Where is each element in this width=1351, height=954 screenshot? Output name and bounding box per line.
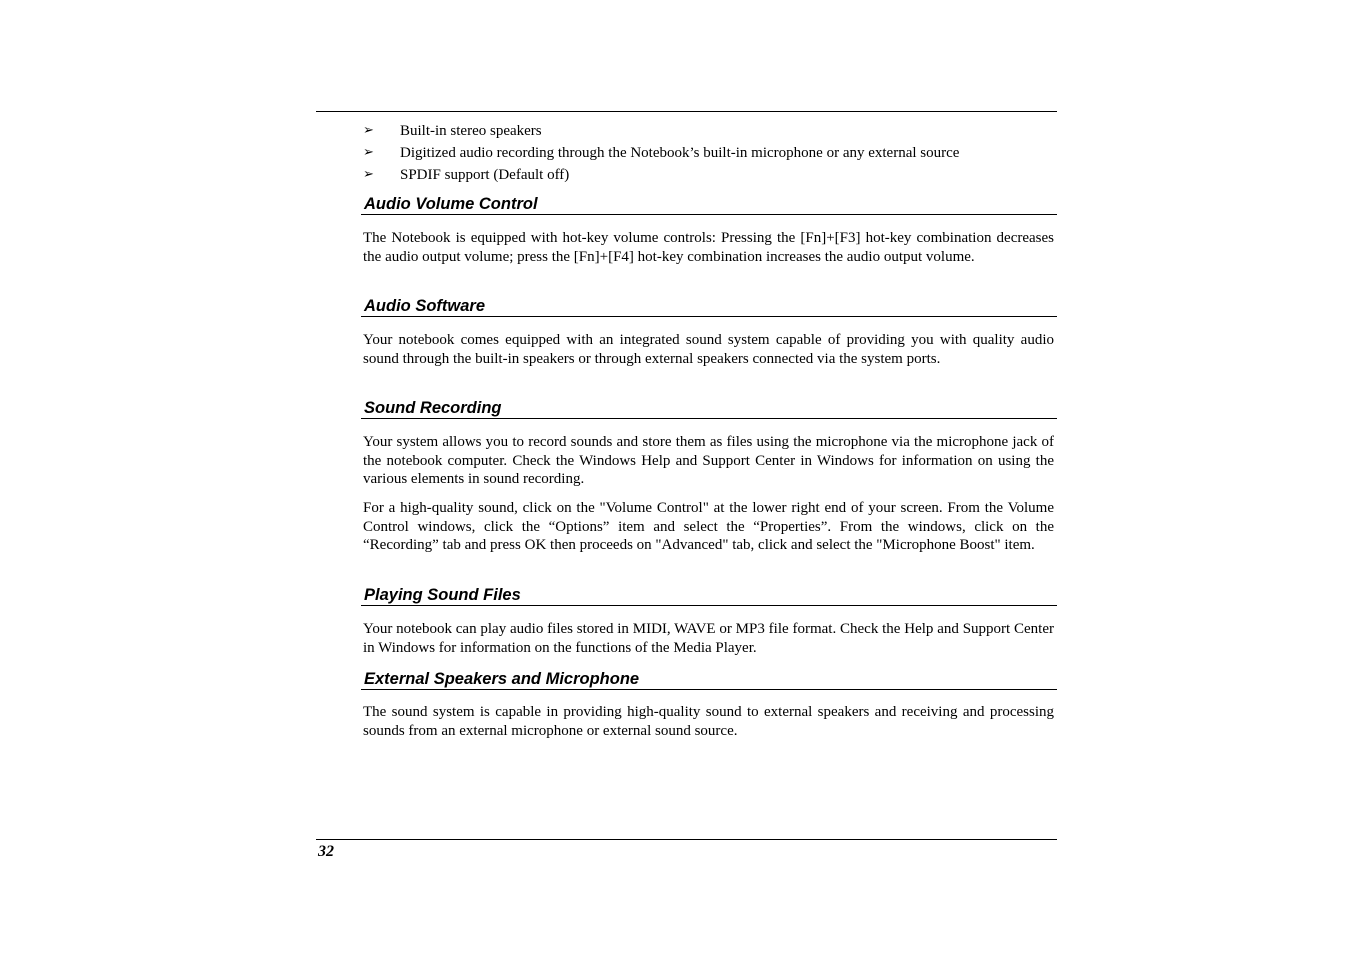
paragraph-audio-software: Your notebook comes equipped with an integrated sound system capable of providing you with quality audio sound through the built-in speakers or through external speakers connected via the system ports. [363,332,1054,367]
bullet-item [363,121,1057,143]
section-heading-external-speakers: External Speakers and Microphone [361,668,1057,690]
section-heading-audio-volume-control: Audio Volume Control [361,193,1057,215]
feature-bullet-list [363,121,1057,187]
bullet-text: Digitized audio recording through the Notebook’s built-in microphone or any external source [400,145,960,161]
section-heading-sound-recording: Sound Recording [361,397,1057,419]
bullet-text: SPDIF support (Default off) [400,167,570,183]
arrow-bullet-icon: ➢ [363,123,374,138]
bullet-item [363,165,1057,187]
section-heading-playing-sound-files: Playing Sound Files [361,584,1057,606]
bullet-item [363,143,1057,165]
paragraph-playing-sound-files: Your notebook can play audio files stored in MIDI, WAVE or MP3 file format. Check the Help and Support Center in Windows for information on the functions of the Media Player. [363,621,1054,656]
footer-rule [316,839,1057,840]
header-rule [316,111,1057,112]
arrow-bullet-icon: ➢ [363,145,374,160]
paragraph-external-speakers: The sound system is capable in providing high-quality sound to external speakers and receiving and processing sounds from an external microphone or external sound source. [363,704,1054,739]
arrow-bullet-icon: ➢ [363,167,374,182]
paragraph-sound-recording-2: For a high-quality sound, click on the "Volume Control" at the lower right end of your screen. From the Volume Control windows, click the “Options” item and select the “Properties”. From the windows, click on the “Recording” tab and press OK then proceeds on "Advanced" tab, click and select the "Microphone Boost" item. [363,500,1054,554]
bullet-text: Built-in stereo speakers [400,123,542,139]
paragraph-audio-volume-control: The Notebook is equipped with hot-key volume controls: Pressing the [Fn]+[F3] hot-key combination decreases the audio output volume; press the [Fn]+[F4] hot-key combination increases the audio output volume. [363,230,1054,265]
paragraph-sound-recording-1: Your system allows you to record sounds and store them as files using the microphone via the microphone jack of the notebook computer. Check the Windows Help and Support Center in Windows for information on using the various elements in sound recording. [363,434,1054,488]
page-number: 32 [318,843,334,860]
section-heading-audio-software: Audio Software [361,295,1057,317]
